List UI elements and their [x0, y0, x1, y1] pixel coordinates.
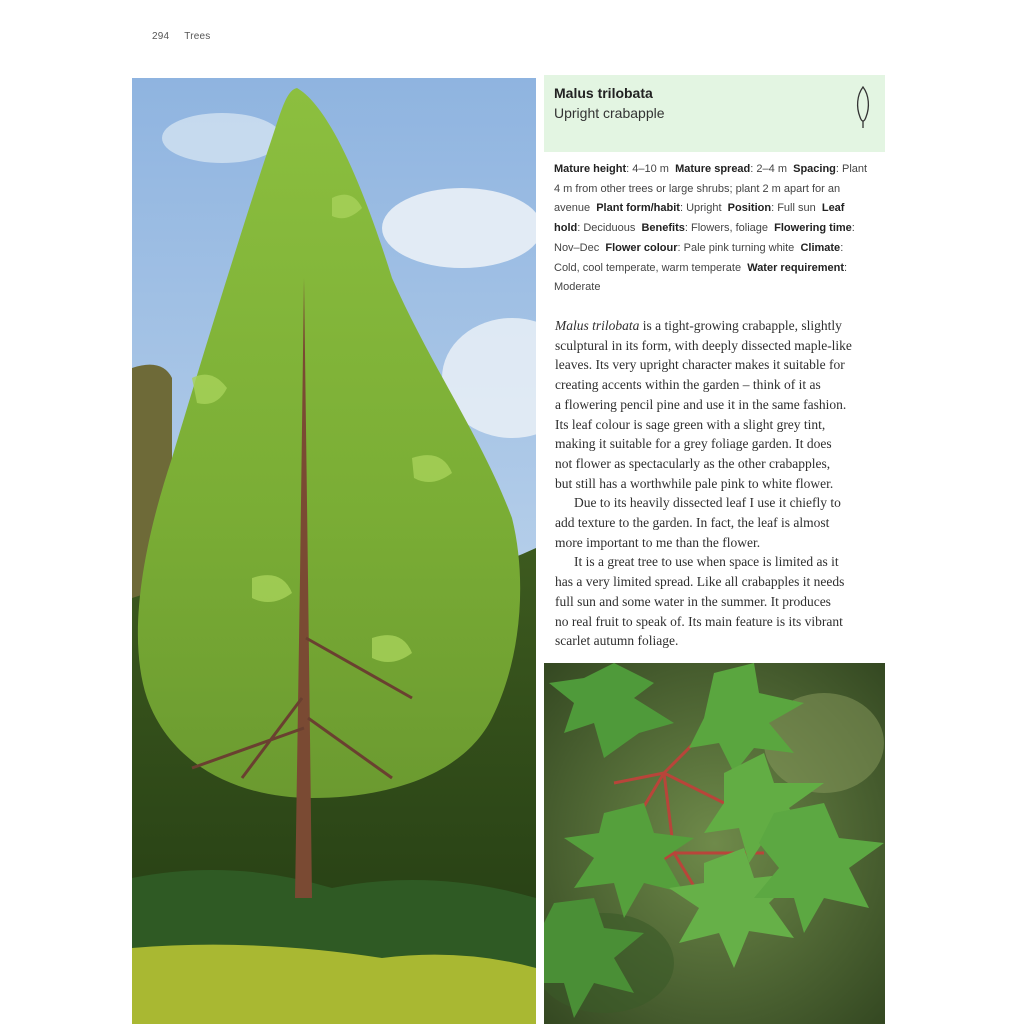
fact-label: Plant form/habit	[596, 202, 680, 215]
text-line: has a very limited spread. Like all crabapples it needs	[555, 574, 845, 590]
fact-label: Flowering time	[774, 222, 852, 235]
facts-line: Cold, cool temperate, warm temperate Water requirement:	[554, 261, 848, 274]
fact-label: Leaf	[821, 202, 845, 215]
italic-name: Malus trilobata	[555, 318, 640, 333]
page-number: 294	[152, 31, 170, 42]
text-line: a flowering pencil pine and use it in the same fashion.	[555, 396, 847, 412]
facts-line: avenue Plant form/habit: Upright Position: Full sun Leaf	[554, 202, 845, 215]
narrow-upright-leaf-outline-icon	[855, 85, 871, 134]
text-line: scarlet autumn foliage.	[555, 633, 679, 649]
text-line: creating accents within the garden – think of it as	[555, 377, 821, 393]
text-line: It is a great tree to use when space is limited as it	[574, 554, 839, 570]
fact-value: Flowers, foliage	[690, 222, 769, 235]
text-line: sculptural in its form, with deeply dissected maple-like	[555, 337, 852, 353]
text-line: leaves. Its very upright character makes it suitable for	[555, 357, 845, 373]
fact-label: Water requirement	[747, 261, 845, 274]
fact-text: Nov–Dec	[554, 241, 600, 254]
latin-name: Malus trilobata	[554, 85, 653, 101]
text-line: add texture to the garden. In fact, the leaf is almost	[555, 515, 830, 531]
facts-line: hold: Deciduous Benefits: Flowers, foliage Flowering time:	[554, 222, 855, 235]
text-line: more important to me than the flower.	[555, 534, 761, 550]
fact-value: Plant	[842, 163, 868, 175]
common-name: Upright crabapple	[554, 105, 665, 121]
plant-facts	[554, 160, 888, 298]
leaf-closeup-photo	[544, 663, 885, 1024]
facts-line	[554, 278, 888, 298]
fact-text: Cold, cool temperate, warm temperate	[554, 261, 742, 274]
text-line: Its leaf colour is sage green with a slight grey tint,	[555, 416, 826, 432]
text-line: Due to its heavily dissected leaf I use it chiefly to	[574, 495, 841, 511]
text-line: Malus trilobata is a tight-growing crabapple, slightly	[555, 318, 842, 333]
running-head	[152, 31, 210, 42]
fact-value: Pale pink turning white	[683, 241, 795, 254]
fact-label: Position	[727, 202, 772, 215]
text-line: making it suitable for a grey foliage garden. It does	[555, 436, 832, 452]
fact-label: Mature height	[554, 163, 627, 175]
fact-label: Flower colour	[605, 241, 678, 254]
fact-text: avenue	[554, 202, 591, 215]
fact-label: Mature spread	[675, 163, 751, 175]
text-line: not flower as spectacularly as the other crabapples,	[555, 455, 831, 471]
plant-title-box	[544, 75, 885, 152]
fact-label: Climate	[800, 241, 841, 254]
text-line: but still has a worthwhile pale pink to white flower.	[555, 475, 834, 491]
facts-line	[554, 180, 888, 200]
fact-label: hold	[554, 222, 578, 235]
fact-value: Deciduous	[583, 222, 636, 235]
fact-text: Moderate	[554, 281, 601, 294]
fact-value: Full sun	[777, 202, 816, 215]
text-line: full sun and some water in the summer. It produces	[555, 593, 831, 609]
facts-line: Mature height: 4–10 m Mature spread: 2–4 m Spacing: Plant	[554, 163, 868, 175]
facts-line: Nov–Dec Flower colour: Pale pink turning white Climate:	[554, 241, 844, 254]
fact-text: 4 m from other trees or large shrubs; plant 2 m apart for an	[554, 182, 841, 195]
text-line: no real fruit to speak of. Its main feature is its vibrant	[555, 613, 843, 629]
fact-value: 2–4 m	[756, 163, 787, 175]
section-name: Trees	[184, 31, 211, 42]
fact-value: 4–10 m	[632, 163, 669, 175]
body-text	[555, 316, 885, 651]
fact-label: Benefits	[641, 222, 685, 235]
upright-crabapple-tree-photo	[132, 78, 536, 1024]
fact-label: Spacing	[793, 163, 836, 175]
fact-value: Upright	[686, 202, 722, 215]
